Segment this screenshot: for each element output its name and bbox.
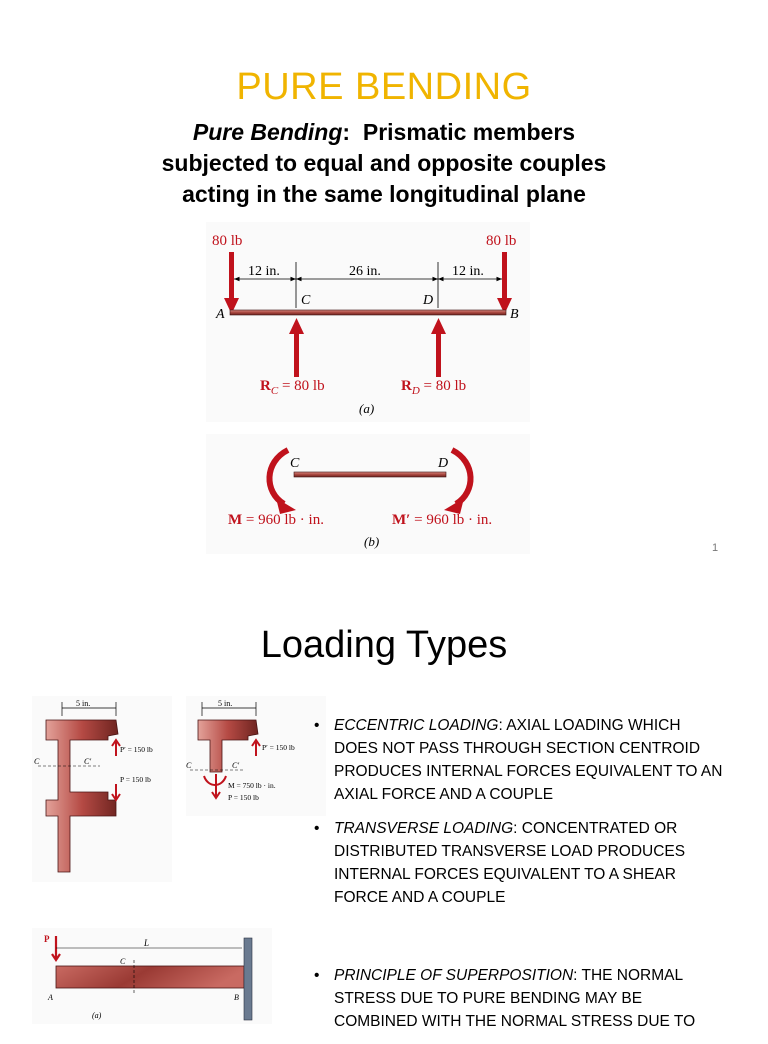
bullet-text: : AXIAL LOADING WHICH DOES NOT PASS THROUGH SECTION CENTROID PRODUCES INTERNAL FORCES EQUIVALENT TO AN AXIAL FORCE AND A COUPLE [334, 717, 723, 803]
point-d-label: D [423, 293, 434, 308]
bullet-eccentric-loading [306, 714, 726, 806]
figure-eccentric-clamp [32, 696, 172, 882]
dimension-label-2: 26 in. [349, 264, 381, 279]
cantilever-caption: (a) [92, 1011, 102, 1020]
figure-b-caption: (b) [364, 534, 380, 549]
definition-line-1 [84, 117, 684, 148]
clamp1-label-c-prime: C′ [84, 757, 92, 766]
bullet-list-bottom [306, 964, 726, 1044]
cantilever-label-c: C [120, 957, 126, 966]
bullet-term: TRANSVERSE LOADING [334, 820, 514, 837]
figure-a-beam-loading [206, 222, 530, 422]
clamp1-force-top-label: P′ = 150 lb [120, 745, 153, 754]
clamp1-label-c: C [34, 757, 40, 766]
dimension-label-1: 12 in. [248, 264, 280, 279]
bullet-term: PRINCIPLE OF SUPERPOSITION [334, 967, 574, 984]
bullet-text: : THE NORMAL STRESS DUE TO PURE BENDING MAY BE COMBINED WITH THE NORMAL STRESS DUE TO [334, 967, 696, 1030]
figure-a-background [206, 222, 530, 422]
reaction-c-label: $R_C = 80$ lb [260, 378, 325, 397]
cantilever-label-p: P [44, 934, 50, 944]
cantilever-beam [56, 966, 244, 988]
clamp1-force-bottom-label: P = 150 lb [120, 775, 151, 784]
bullet-transverse-loading [306, 817, 726, 909]
clamp2-force-bottom-label: P = 150 lb [228, 793, 259, 802]
clamp2-force-top-label: P′ = 150 lb [262, 743, 295, 752]
definition-line-3: acting in the same longitudinal plane [182, 181, 586, 207]
beam-cd [294, 472, 446, 477]
slide-title-2: Loading Types [260, 624, 508, 666]
figure-cantilever [32, 928, 272, 1024]
figure-eccentric-clamp-section [186, 696, 326, 816]
figure-b-pure-couples [206, 434, 530, 554]
bullet-superposition [306, 964, 726, 1033]
moment-right-label: M′ = 960 lb · in. [392, 512, 493, 528]
point-c-label: C [301, 293, 311, 308]
slide-title: PURE BENDING [236, 66, 532, 108]
bullet-list-top [306, 714, 726, 920]
point-b-label: B [510, 307, 519, 322]
definition-line-2: subjected to equal and opposite couples [161, 150, 607, 176]
moment-left-label: M = 960 lb · in. [228, 512, 324, 528]
definition-line-1-rest: Prismatic members [362, 119, 576, 145]
beam [230, 310, 506, 315]
clamp1-dim-label: 5 in. [76, 699, 91, 708]
cantilever-label-b: B [234, 993, 239, 1002]
bullet-text: : CONCENTRATED OR DISTRIBUTED TRANSVERSE LOAD PRODUCES INTERNAL FORCES EQUIVALENT TO A SHEAR FORCE AND A COUPLE [334, 820, 686, 906]
definition-colon: : [342, 119, 351, 145]
reaction-d-label: $R_D = 80$ lb [401, 378, 467, 397]
clamp2-label-c: C [186, 761, 192, 770]
cantilever-wall [244, 938, 252, 1020]
point-d-label-b: D [438, 456, 449, 471]
dimension-label-3: 12 in. [452, 264, 484, 279]
slide-loading-types [0, 588, 768, 1030]
definition-term: Pure Bending [192, 119, 343, 145]
load-left-label: 80 lb [212, 233, 243, 249]
definition-text [84, 117, 684, 210]
figure-a-caption: (a) [359, 401, 375, 416]
cantilever-label-a: A [48, 993, 53, 1002]
clamp2-dim-label: 5 in. [218, 699, 233, 708]
slide-number: 1 [712, 542, 719, 554]
bullet-term: ECCENTRIC LOADING [334, 717, 499, 734]
load-right-label: 80 lb [486, 233, 517, 249]
cantilever-label-l: L [144, 938, 150, 948]
point-a-label: A [216, 307, 225, 322]
clamp2-moment-label: M = 750 lb · in. [228, 781, 276, 790]
point-c-label-b: C [290, 456, 300, 471]
clamp2-label-c-prime: C′ [232, 761, 240, 770]
